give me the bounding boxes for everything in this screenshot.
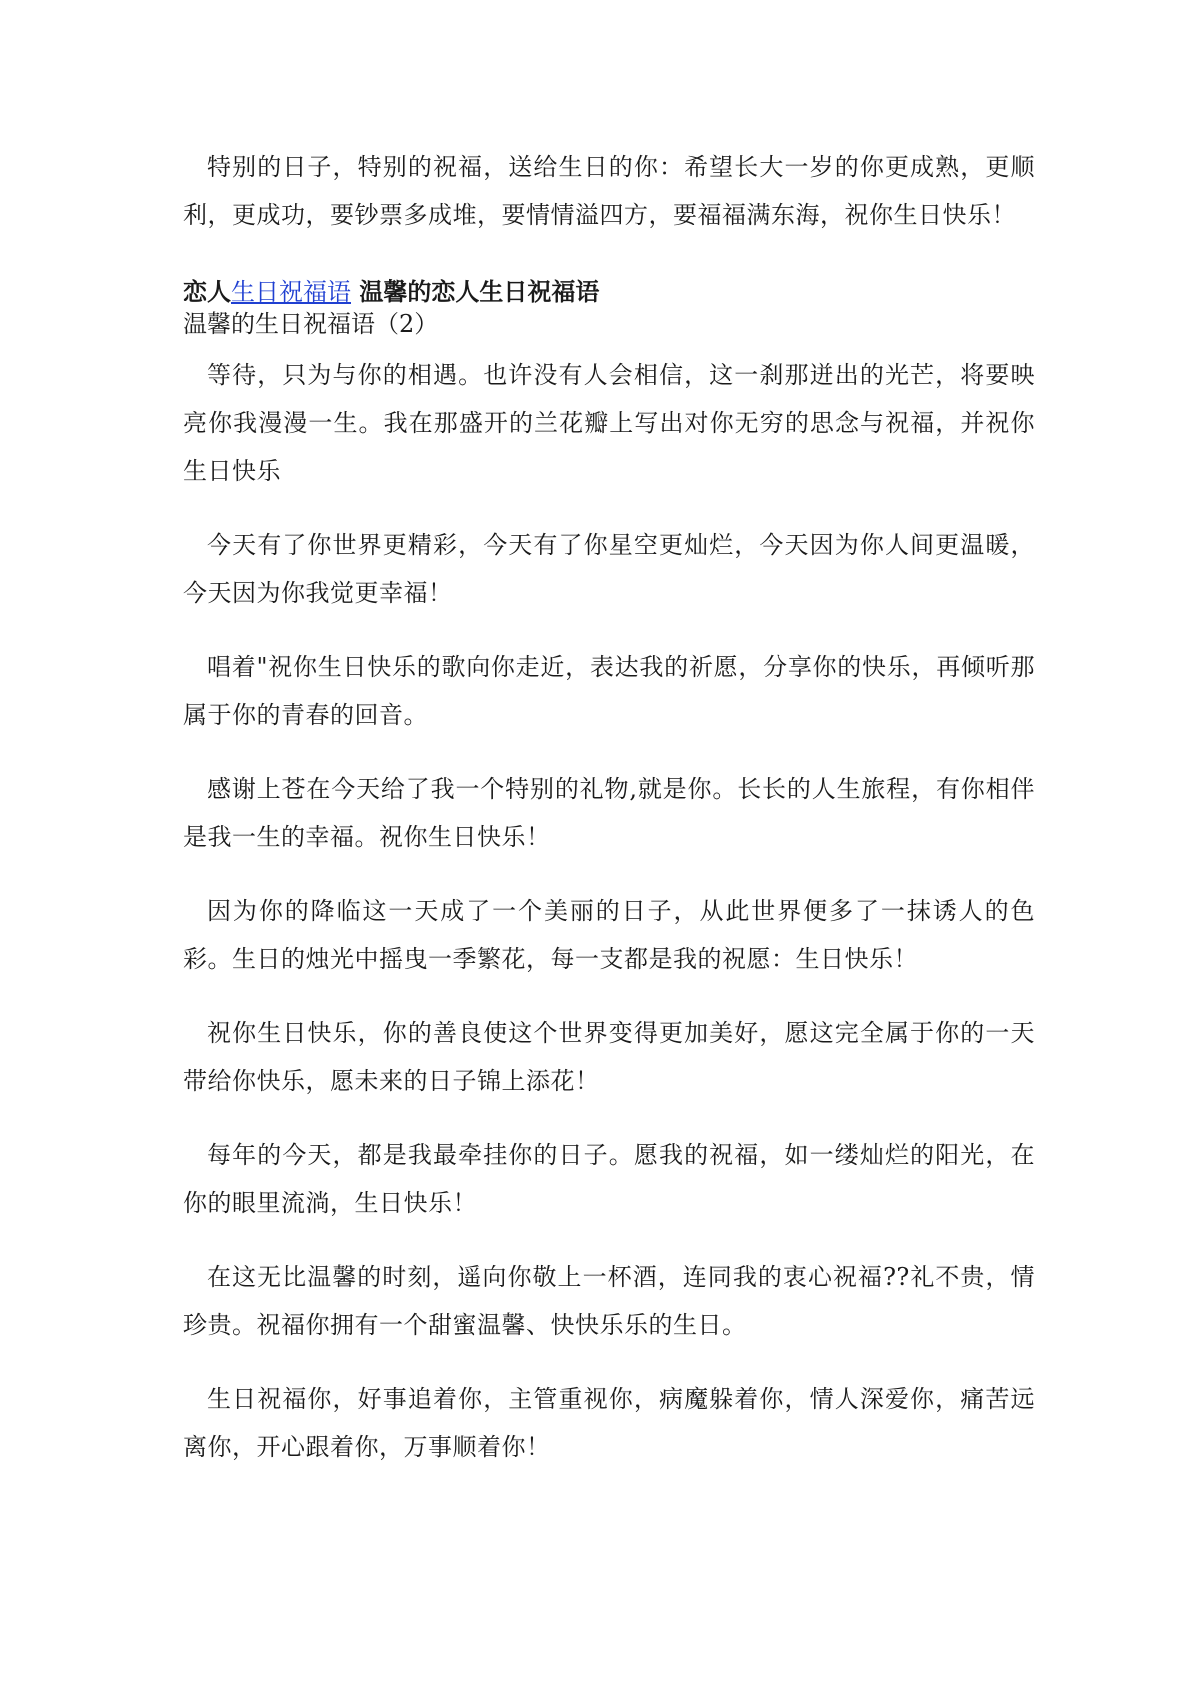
wish-paragraph: 唱着"祝你生日快乐的歌向你走近，表达我的祈愿，分享你的快乐，再倾听那属于你的青春的回音。 [183, 653, 1035, 729]
section-heading [183, 277, 1035, 307]
document-page [183, 143, 1035, 1471]
heading-prefix: 恋人 [183, 277, 231, 306]
wish-paragraph: 生日祝福你，好事追着你，主管重视你，病魔躲着你，情人深爱你，痛苦远离你，开心跟着你，万事顺着你！ [183, 1385, 1035, 1461]
wish-paragraph: 等待，只为与你的相遇。也许没有人会相信，这一刹那迸出的光芒，将要映亮你我漫漫一生。我在那盛开的兰花瓣上写出对你无穷的思念与祝福，并祝你生日快乐 [183, 361, 1035, 485]
wish-paragraph: 每年的今天，都是我最牵挂你的日子。愿我的祝福，如一缕灿烂的阳光，在你的眼里流淌，生日快乐！ [183, 1141, 1035, 1217]
intro-paragraph: 特别的日子，特别的祝福，送给生日的你：希望长大一岁的你更成熟，更顺利，更成功，要钞票多成堆，要情情溢四方，要福福满东海，祝你生日快乐！ [183, 153, 1035, 229]
subheading: 温馨的生日祝福语（2） [183, 310, 439, 338]
wish-paragraph: 今天有了你世界更精彩，今天有了你星空更灿烂，今天因为你人间更温暖，今天因为你我觉更幸福！ [183, 531, 1035, 607]
wish-paragraph: 因为你的降临这一天成了一个美丽的日子，从此世界便多了一抹诱人的色彩。生日的烛光中摇曳一季繁花，每一支都是我的祝愿：生日快乐！ [183, 897, 1035, 973]
heading-suffix: 温馨的恋人生日祝福语 [351, 277, 600, 306]
birthday-wishes-link[interactable]: 生日祝福语 [231, 278, 351, 306]
wish-paragraph: 在这无比温馨的时刻，遥向你敬上一杯酒，连同我的衷心祝福??礼不贵，情珍贵。祝福你拥有一个甜蜜温馨、快快乐乐的生日。 [183, 1263, 1035, 1339]
wish-paragraph: 祝你生日快乐，你的善良使这个世界变得更加美好，愿这完全属于你的一天带给你快乐，愿未来的日子锦上添花！ [183, 1019, 1035, 1095]
wish-paragraph: 感谢上苍在今天给了我一个特别的礼物,就是你。长长的人生旅程，有你相伴是我一生的幸福。祝你生日快乐！ [183, 775, 1035, 851]
